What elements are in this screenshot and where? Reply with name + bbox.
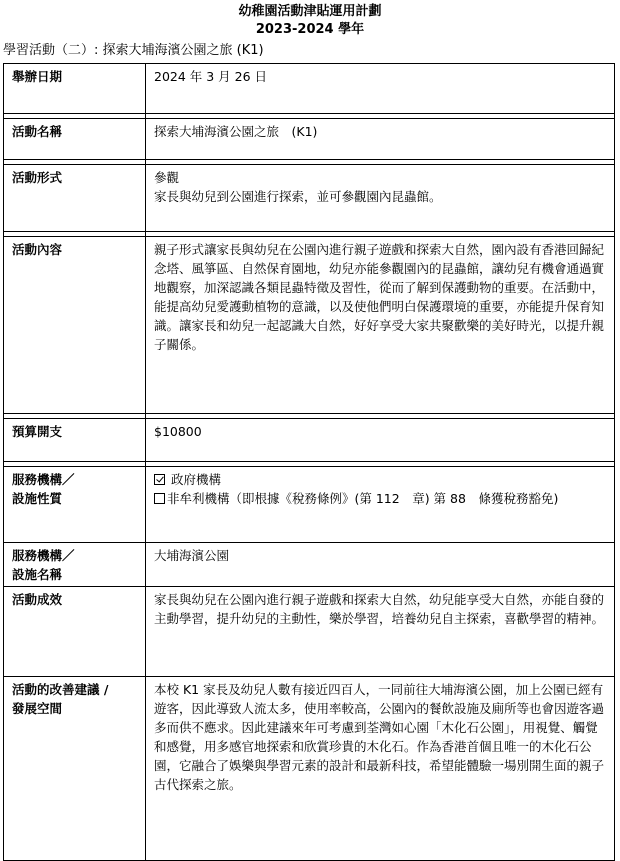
provider-name-value: 大埔海濱公園 (146, 543, 615, 587)
row-content (4, 237, 615, 414)
row-provider-type (4, 467, 615, 543)
row-budget (4, 419, 615, 462)
provider-type-label-line2: 設施性質 (12, 491, 63, 506)
budget-value: $10800 (146, 419, 615, 462)
provider-name-label (4, 543, 146, 587)
improvement-value: 本校 K1 家長及幼兒人數有接近四百人，一同前往大埔海濱公園，加上公園已經有遊客，因此導致人流太多，使用率較高，公園內的餐飲設施及廁所等也會因遊客過多而供不應求。因此建議來年可考慮到荃灣如心園「木化石公園」，用視覺、觸覺和感覺，用多感官地探索和欣賞珍貴的木化石。作為香港首個且唯一的木化石公園，它融合了娛樂與學習元素的設計和最新科技，希望能體驗一場別開生面的親子古代探索之旅。 (146, 677, 615, 861)
option-non-profit (154, 489, 606, 508)
outcome-label: 活動成效 (4, 587, 146, 677)
option-government-label: 政府機構 (171, 472, 222, 487)
format-value (146, 165, 615, 232)
format-type: 參觀 (154, 170, 180, 185)
format-label: 活動形式 (4, 165, 146, 232)
option-government (154, 470, 606, 489)
name-value: 探索大埔海濱公園之旅 (K1) (146, 119, 615, 160)
outcome-value: 家長與幼兒在公園內進行親子遊戲和探索大自然，幼兒能享受大自然，亦能自發的主動學習，提升幼兒的主動性，樂於學習，培養幼兒自主探索，喜歡學習的精神。 (146, 587, 615, 677)
improvement-label-line2: 發展空間 (12, 701, 63, 716)
content-label: 活動內容 (4, 237, 146, 414)
document-title: 幼稚園活動津貼運用計劃 (238, 4, 382, 19)
activity-heading: 學習活動（二）: 探索大埔海濱公園之旅 (K1) (3, 43, 264, 58)
content-value: 親子形式讓家長與幼兒在公園內進行親子遊戲和探索大自然，園內設有香港回歸紀念塔、風箏區、自然保育園地，幼兒亦能參觀園內的昆蟲館，讓幼兒有機會通過實地觀察，加深認識各類昆蟲特徵及習性，從而了解到保護動物的重要。在活動中，能提高幼兒愛護動植物的意識，以及使他們明白保護環境的重要，亦能提升保育知識。讓家長和幼兒一起認識大自然，好好享受大家共聚歡樂的美好時光，以提升親子關係。 (146, 237, 615, 414)
provider-type-label (4, 467, 146, 543)
option-non-profit-label: 非牟利機構（即根據《稅務條例》(第 112 章) 第 88 條獲稅務豁免) (167, 491, 559, 506)
provider-type-value (146, 467, 615, 543)
row-outcome (4, 587, 615, 677)
format-description: 家長與幼兒到公園進行探索，並可參觀園內昆蟲館。 (154, 189, 442, 204)
row-name (4, 119, 615, 160)
row-improvement (4, 677, 615, 861)
unchecked-checkbox-icon[interactable] (154, 493, 165, 504)
date-value: 2024 年 3 月 26 日 (146, 64, 615, 114)
school-year: 2023-2024 學年 (255, 22, 365, 37)
budget-label: 預算開支 (4, 419, 146, 462)
date-label: 舉辦日期 (4, 64, 146, 114)
improvement-label-line1: 活動的改善建議 / (12, 682, 109, 697)
row-date (4, 64, 615, 114)
checked-checkbox-icon[interactable] (154, 474, 165, 485)
row-provider-name (4, 543, 615, 587)
provider-name-label-line1: 服務機構／ (12, 548, 75, 563)
provider-type-label-line1: 服務機構／ (12, 472, 75, 487)
improvement-label (4, 677, 146, 861)
activity-table (3, 63, 615, 861)
provider-name-label-line2: 設施名稱 (12, 567, 63, 582)
name-label: 活動名稱 (4, 119, 146, 160)
row-format (4, 165, 615, 232)
